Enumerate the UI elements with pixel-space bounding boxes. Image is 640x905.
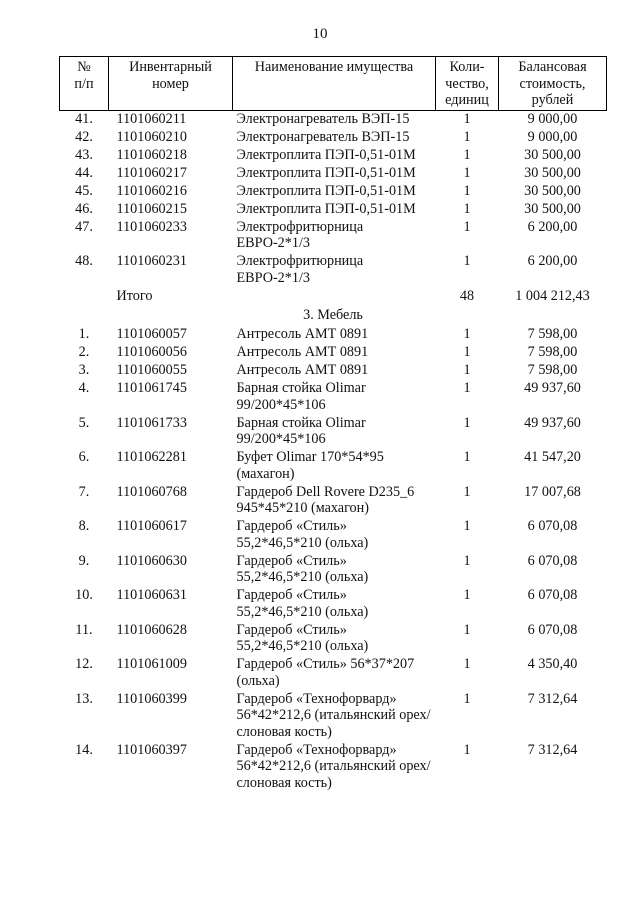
header-property-name bbox=[233, 57, 436, 111]
row-number: 3. bbox=[78, 362, 90, 378]
quantity: 1 bbox=[463, 483, 471, 500]
property-name: Антресоль АМТ 0891 bbox=[236, 344, 369, 360]
property-name: Гардероб Dell Rovere D235_6 945*45*210 (махагон) bbox=[236, 483, 415, 516]
inventory-number: 1101060399 bbox=[116, 690, 187, 707]
property-table bbox=[59, 56, 607, 793]
row-number: 13. bbox=[75, 690, 93, 707]
property-name: Антресоль АМТ 0891 bbox=[236, 326, 369, 342]
row-number: 8. bbox=[78, 518, 90, 534]
inventory-number: 1101061733 bbox=[116, 414, 187, 431]
quantity: 1 bbox=[463, 449, 471, 465]
table-row bbox=[60, 183, 607, 201]
row-number: 4. bbox=[78, 380, 90, 396]
property-name: Гардероб «Стиль» 55,2*46,5*210 (ольха) bbox=[236, 552, 369, 585]
table-body bbox=[60, 110, 607, 793]
header-quantity-line: Коли- bbox=[449, 59, 485, 75]
property-name: Гардероб «Стиль» 55,2*46,5*210 (ольха) bbox=[236, 587, 369, 620]
balance-value: 30 500,00 bbox=[524, 200, 581, 217]
inventory-number: 1101062281 bbox=[116, 449, 187, 465]
quantity: 1 bbox=[463, 518, 471, 534]
quantity: 1 bbox=[463, 552, 471, 569]
inventory-number: 1101060397 bbox=[116, 741, 187, 758]
balance-value: 7 598,00 bbox=[527, 362, 578, 378]
table-row bbox=[60, 201, 607, 219]
header-quantity-line: единиц bbox=[445, 92, 489, 108]
table-row bbox=[60, 553, 607, 588]
quantity: 1 bbox=[463, 621, 471, 638]
balance-value: 6 200,00 bbox=[527, 253, 578, 269]
table-row bbox=[60, 219, 607, 254]
quantity: 1 bbox=[463, 362, 471, 378]
row-number: 45. bbox=[75, 182, 93, 199]
inventory-number: 1101061745 bbox=[116, 380, 187, 396]
row-number: 1. bbox=[78, 326, 90, 342]
property-name: Барная стойка Olimar 99/200*45*106 bbox=[236, 414, 366, 447]
header-number-line: № bbox=[77, 59, 91, 75]
balance-value: 6 200,00 bbox=[527, 218, 578, 235]
row-number: 48. bbox=[75, 253, 93, 269]
header-row bbox=[60, 57, 607, 111]
balance-value: 9 000,00 bbox=[527, 128, 578, 145]
balance-value: 1 004 212,43 bbox=[515, 287, 590, 304]
header-number bbox=[60, 57, 109, 111]
header-property-name-line: Наименование имущества bbox=[254, 59, 414, 75]
property-name: Буфет Olimar 170*54*95 (махагон) bbox=[236, 449, 384, 482]
balance-value: 7 598,00 bbox=[527, 344, 578, 360]
inventory-number: 1101060056 bbox=[116, 344, 187, 360]
balance-value: 7 312,64 bbox=[527, 690, 578, 707]
inventory-number: 1101061009 bbox=[116, 656, 187, 672]
header-quantity bbox=[436, 57, 499, 111]
property-name: Электрофритюрница ЕВРО-2*1/3 bbox=[236, 218, 364, 251]
row-number: 2. bbox=[78, 344, 90, 360]
table-row bbox=[60, 326, 607, 344]
table-header bbox=[60, 57, 607, 111]
table-row bbox=[60, 129, 607, 147]
property-name bbox=[233, 288, 436, 306]
row-number: 43. bbox=[75, 146, 93, 163]
row-number bbox=[60, 288, 109, 306]
table-row bbox=[60, 415, 607, 450]
inventory-number: 1101060216 bbox=[116, 182, 187, 199]
inventory-number: 1101060233 bbox=[116, 218, 187, 235]
balance-value: 6 070,08 bbox=[527, 587, 578, 603]
inventory-number: 1101060768 bbox=[116, 483, 187, 500]
header-balance-value-line: рублей bbox=[531, 92, 574, 108]
quantity: 1 bbox=[463, 414, 471, 431]
balance-value: 30 500,00 bbox=[524, 182, 581, 199]
balance-value: 49 937,60 bbox=[524, 380, 581, 396]
quantity: 1 bbox=[463, 200, 471, 217]
property-name: Гардероб «Стиль» 56*37*207 (ольха) bbox=[236, 656, 415, 689]
quantity: 1 bbox=[463, 128, 471, 145]
quantity: 1 bbox=[463, 218, 471, 235]
quantity: 1 bbox=[463, 741, 471, 758]
inventory-number: 1101060215 bbox=[116, 200, 187, 217]
table-row bbox=[60, 742, 607, 793]
inventory-number: 1101060630 bbox=[116, 552, 187, 569]
quantity: 1 bbox=[463, 110, 471, 127]
property-name: Электрофритюрница ЕВРО-2*1/3 bbox=[236, 253, 364, 286]
table-row bbox=[60, 362, 607, 380]
table-row bbox=[60, 484, 607, 519]
quantity: 1 bbox=[463, 253, 471, 269]
header-balance-value-line: стоимость, bbox=[519, 75, 586, 92]
row-number: 47. bbox=[75, 218, 93, 235]
quantity: 1 bbox=[463, 656, 471, 672]
balance-value: 49 937,60 bbox=[524, 414, 581, 431]
row-number: 10. bbox=[75, 587, 93, 603]
section-row bbox=[60, 306, 607, 327]
inventory-number: 1101060218 bbox=[116, 146, 187, 163]
quantity: 1 bbox=[463, 326, 471, 342]
property-name: Электронагреватель ВЭП-15 bbox=[236, 110, 410, 127]
property-name: Гардероб «Технофорвард» 56*42*212,6 (итальянский орех/слоновая кость) bbox=[236, 690, 431, 740]
header-inventory-number-line: номер bbox=[152, 75, 189, 92]
inventory-number: 1101060631 bbox=[116, 587, 187, 603]
row-number: 41. bbox=[75, 110, 93, 127]
table-row bbox=[60, 288, 607, 306]
quantity: 1 bbox=[463, 344, 471, 360]
balance-value: 7 598,00 bbox=[527, 326, 578, 342]
quantity: 48 bbox=[459, 287, 475, 304]
property-name: Электроплита ПЭП-0,51-01М bbox=[236, 164, 416, 181]
row-number: 9. bbox=[78, 552, 90, 569]
property-name: Антресоль АМТ 0891 bbox=[236, 362, 369, 378]
table-row bbox=[60, 656, 607, 691]
property-name: Барная стойка Olimar 99/200*45*106 bbox=[236, 380, 366, 413]
row-number: 46. bbox=[75, 200, 93, 217]
inventory-number: 1101060231 bbox=[116, 253, 187, 269]
inventory-number: 1101060217 bbox=[116, 164, 187, 181]
balance-value: 6 070,08 bbox=[527, 518, 578, 534]
quantity: 1 bbox=[463, 587, 471, 603]
property-name: Гардероб «Технофорвард» 56*42*212,6 (итальянский орех/слоновая кость) bbox=[236, 741, 431, 791]
row-number: 12. bbox=[75, 656, 93, 672]
row-number: 6. bbox=[78, 449, 90, 465]
table-row bbox=[60, 110, 607, 129]
balance-value: 30 500,00 bbox=[524, 146, 581, 163]
table-row bbox=[60, 147, 607, 165]
balance-value: 41 547,20 bbox=[524, 449, 581, 465]
row-number: 14. bbox=[75, 741, 93, 758]
table-row bbox=[60, 622, 607, 657]
balance-value: 30 500,00 bbox=[524, 164, 581, 181]
header-balance-value-line: Балансовая bbox=[518, 59, 587, 75]
inventory-number: 1101060211 bbox=[116, 110, 187, 127]
header-quantity-line: чество, bbox=[445, 75, 489, 92]
property-name: Гардероб «Стиль» 55,2*46,5*210 (ольха) bbox=[236, 518, 369, 551]
property-name: Гардероб «Стиль» 55,2*46,5*210 (ольха) bbox=[236, 621, 369, 654]
section-title: 3. Мебель bbox=[303, 306, 363, 323]
property-name: Электронагреватель ВЭП-15 bbox=[236, 128, 410, 145]
inventory-number: 1101060055 bbox=[116, 362, 187, 378]
header-inventory-number bbox=[109, 57, 233, 111]
table-row bbox=[60, 691, 607, 742]
balance-value: 4 350,40 bbox=[527, 656, 578, 672]
balance-value: 7 312,64 bbox=[527, 741, 578, 758]
property-name: Электроплита ПЭП-0,51-01М bbox=[236, 146, 416, 163]
header-balance-value bbox=[499, 57, 607, 111]
row-number: 11. bbox=[75, 621, 93, 638]
table-row bbox=[60, 253, 607, 288]
property-name: Электроплита ПЭП-0,51-01М bbox=[236, 200, 416, 217]
inventory-number: Итого bbox=[116, 287, 153, 304]
table-row bbox=[60, 449, 607, 484]
table-row bbox=[60, 344, 607, 362]
balance-value: 17 007,68 bbox=[524, 483, 581, 500]
table-row bbox=[60, 165, 607, 183]
quantity: 1 bbox=[463, 164, 471, 181]
inventory-number: 1101060617 bbox=[116, 518, 187, 534]
table-row bbox=[60, 518, 607, 553]
quantity: 1 bbox=[463, 380, 471, 396]
quantity: 1 bbox=[463, 182, 471, 199]
table-row bbox=[60, 587, 607, 622]
page-number: 10 bbox=[312, 26, 328, 42]
header-number-line: п/п bbox=[74, 75, 94, 92]
row-number: 44. bbox=[75, 164, 93, 181]
quantity: 1 bbox=[463, 146, 471, 163]
row-number: 7. bbox=[78, 483, 90, 500]
balance-value: 6 070,08 bbox=[527, 552, 578, 569]
table-row bbox=[60, 380, 607, 415]
inventory-number: 1101060057 bbox=[116, 326, 187, 342]
inventory-number: 1101060628 bbox=[116, 621, 187, 638]
property-name: Электроплита ПЭП-0,51-01М bbox=[236, 182, 416, 199]
inventory-number: 1101060210 bbox=[116, 128, 187, 145]
row-number: 42. bbox=[75, 128, 93, 145]
balance-value: 6 070,08 bbox=[527, 621, 578, 638]
balance-value: 9 000,00 bbox=[527, 110, 578, 127]
quantity: 1 bbox=[463, 690, 471, 707]
header-inventory-number-line: Инвентарный bbox=[129, 59, 212, 75]
row-number: 5. bbox=[78, 414, 90, 431]
